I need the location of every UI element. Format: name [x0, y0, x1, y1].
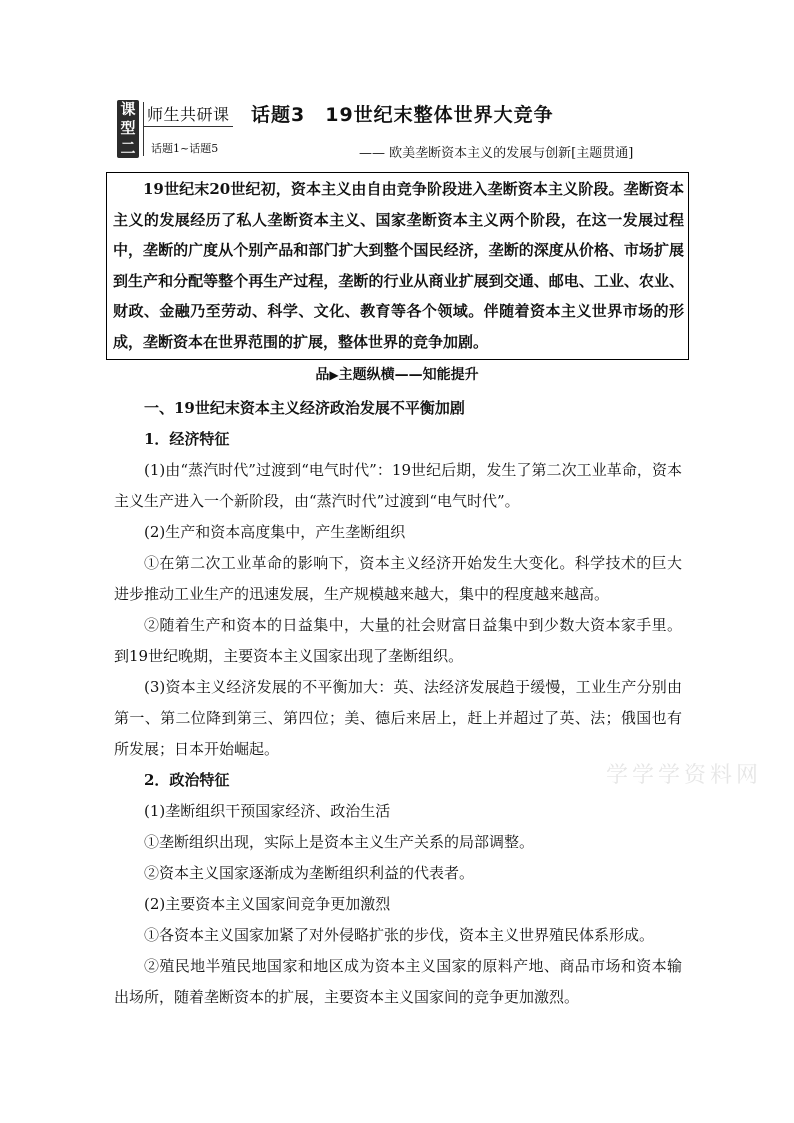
- body-paragraph: (1)由“蒸汽时代”过渡到“电气时代”：19世纪后期，发生了第二次工业革命，资本主义生产进入一个新阶段，由“蒸汽时代”过渡到“电气时代”。: [114, 461, 682, 510]
- topic-subtitle: —— 欧美垄断资本主义的发展与创新[主题贯通]: [359, 146, 634, 161]
- body-paragraph: ①在第二次工业革命的影响下，资本主义经济开始发生大变化。科学技术的巨大进步推动工业生产的迅速发展，生产规模越来越大，集中的程度越来越高。: [114, 554, 682, 603]
- body-paragraph: ①垄断组织出现，实际上是资本主义生产关系的局部调整。: [144, 833, 535, 851]
- badge-label: 师生共研课: [147, 105, 230, 124]
- section-prefix: 品: [315, 367, 330, 383]
- badge-char-3: 二: [120, 138, 136, 157]
- section-heading: [0, 364, 794, 384]
- intro-box: 19世纪末20世纪初，资本主义由自由竞争阶段进入垄断资本主义阶段。垄断资本主义的发展经历了私人垄断资本主义、国家垄断资本主义两个阶段，在这一发展过程中，垄断的广度从个别产品和部门扩大到整个国民经济，垄断的深度从价格、市场扩展到生产和分配等整个再生产过程，垄断的行业从商业扩展到交通、邮电、工业、农业、财政、金融乃至劳动、科学、文化、教育等各个领域。伴随着资本主义世界市场的形成，垄断资本在世界范围的扩展，整体世界的竞争加剧。: [106, 172, 689, 360]
- body-paragraph: ②资本主义国家逐渐成为垄断组织利益的代表者。: [144, 864, 475, 882]
- section-heading-paragraph: 2．政治特征: [144, 771, 230, 789]
- body-paragraph: (3)资本主义经济发展的不平衡加大：英、法经济发展趋于缓慢，工业生产分别由第一、第二位降到第三、第四位；美、德后来居上，赶上并超过了英、法；俄国也有所发展；日本开始崛起。: [114, 678, 682, 758]
- body-paragraph: ②随着生产和资本的日益集中，大量的社会财富日益集中到少数大资本家手里。到19世纪晚期，主要资本主义国家出现了垄断组织。: [114, 616, 682, 665]
- body-paragraph: (2)生产和资本高度集中，产生垄断组织: [144, 523, 406, 541]
- body-paragraph: (1)垄断组织干预国家经济、政治生活: [144, 802, 391, 820]
- body-paragraph: ②殖民地半殖民地国家和地区成为资本主义国家的原料产地、商品市场和资本输出场所，随着垄断资本的扩展，主要资本主义国家间的竞争更加激烈。: [114, 957, 682, 1006]
- body-paragraph: ①各资本主义国家加紧了对外侵略扩张的步伐，资本主义世界殖民体系形成。: [144, 926, 655, 944]
- badge-char-2: 型: [120, 119, 136, 138]
- section-heading-paragraph: 一、19世纪末资本主义经济政治发展不平衡加剧: [144, 399, 465, 417]
- body-text: [114, 393, 682, 1013]
- badge-divider-vertical: [143, 102, 144, 156]
- lesson-type-badge: [117, 100, 139, 158]
- lesson-header: [117, 100, 677, 162]
- topic-title: 话题3 19世纪末整体世界大竞争: [251, 104, 554, 126]
- badge-sub-label: 话题1~话题5: [151, 142, 219, 155]
- watermark: 学学学资料网: [606, 763, 763, 788]
- section-heading-text: 主题纵横——知能提升: [338, 367, 479, 383]
- badge-divider-horizontal: [143, 126, 233, 127]
- play-triangle-icon: ▶: [329, 368, 339, 382]
- body-paragraph: (2)主要资本主义国家间竞争更加激烈: [144, 895, 391, 913]
- badge-char-1: 课: [120, 100, 136, 119]
- section-heading-paragraph: 1．经济特征: [144, 430, 230, 448]
